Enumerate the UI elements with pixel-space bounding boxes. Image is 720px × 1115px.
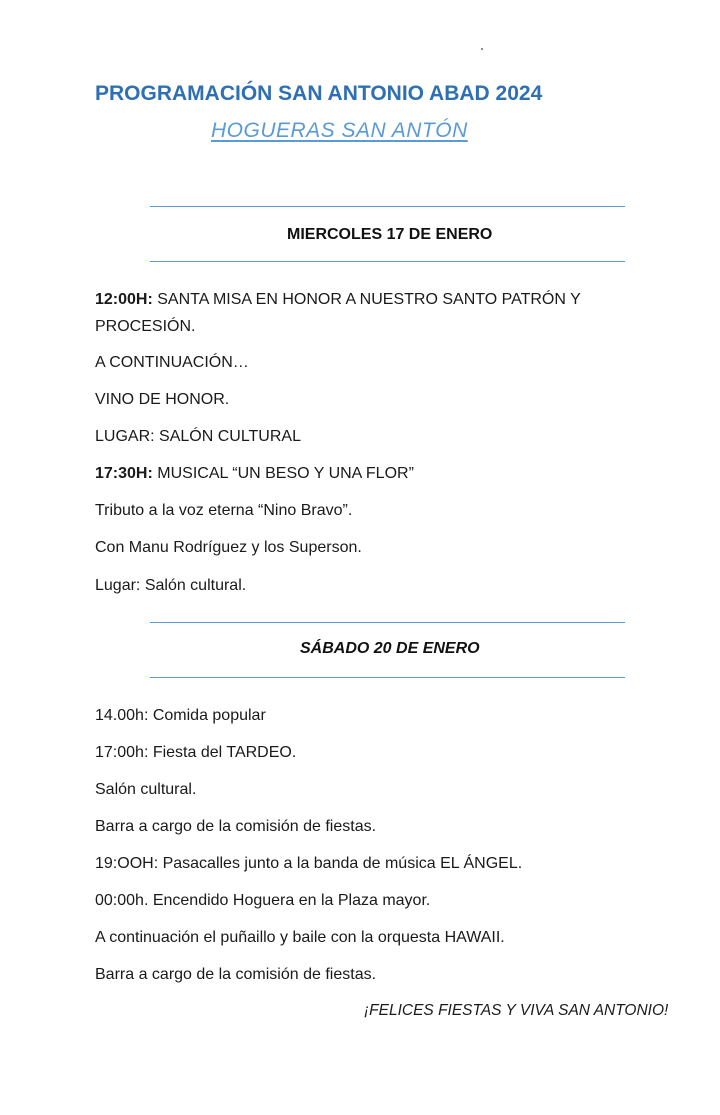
schedule-line: 00:00h. Encendido Hoguera en la Plaza mayor.	[95, 892, 431, 909]
page-title: PROGRAMACIÓN SAN ANTONIO ABAD 2024	[95, 82, 543, 105]
schedule-line: PROCESIÓN.	[95, 318, 196, 335]
schedule-line: Lugar: Salón cultural.	[95, 577, 247, 594]
schedule-line: 14.00h: Comida popular	[95, 707, 266, 724]
closing-message: ¡FELICES FIESTAS Y VIVA SAN ANTONIO!	[364, 1002, 669, 1019]
schedule-line: A CONTINUACIÓN…	[95, 354, 249, 371]
schedule-line: Con Manu Rodríguez y los Superson.	[95, 539, 362, 556]
schedule-line: 17:00h: Fiesta del TARDEO.	[95, 744, 297, 761]
schedule-line: Barra a cargo de la comisión de fiestas.	[95, 966, 377, 983]
day-heading-saturday: SÁBADO 20 DE ENERO	[300, 640, 480, 657]
section-rule	[150, 261, 625, 262]
schedule-line: Salón cultural.	[95, 781, 197, 798]
section-rule	[150, 622, 625, 623]
schedule-line: 17:30H: MUSICAL “UN BESO Y UNA FLOR”	[95, 465, 414, 482]
scan-speck	[481, 48, 483, 50]
section-rule	[150, 206, 625, 207]
page-subtitle: HOGUERAS SAN ANTÓN	[211, 119, 468, 142]
schedule-line: 12:00H: SANTA MISA EN HONOR A NUESTRO SANTO PATRÓN Y	[95, 291, 581, 308]
section-rule	[150, 677, 625, 678]
schedule-time: 12:00H:	[95, 291, 153, 308]
schedule-line: VINO DE HONOR.	[95, 391, 230, 408]
schedule-time: 17:30H:	[95, 465, 153, 482]
schedule-line: LUGAR: SALÓN CULTURAL	[95, 428, 301, 445]
day-heading-wednesday: MIERCOLES 17 DE ENERO	[287, 226, 493, 243]
schedule-line: Tributo a la voz eterna “Nino Bravo”.	[95, 502, 353, 519]
schedule-line: 19:OOH: Pasacalles junto a la banda de música EL ÁNGEL.	[95, 855, 523, 872]
schedule-line: A continuación el puñaillo y baile con la orquesta HAWAII.	[95, 929, 505, 946]
schedule-line: Barra a cargo de la comisión de fiestas.	[95, 818, 377, 835]
